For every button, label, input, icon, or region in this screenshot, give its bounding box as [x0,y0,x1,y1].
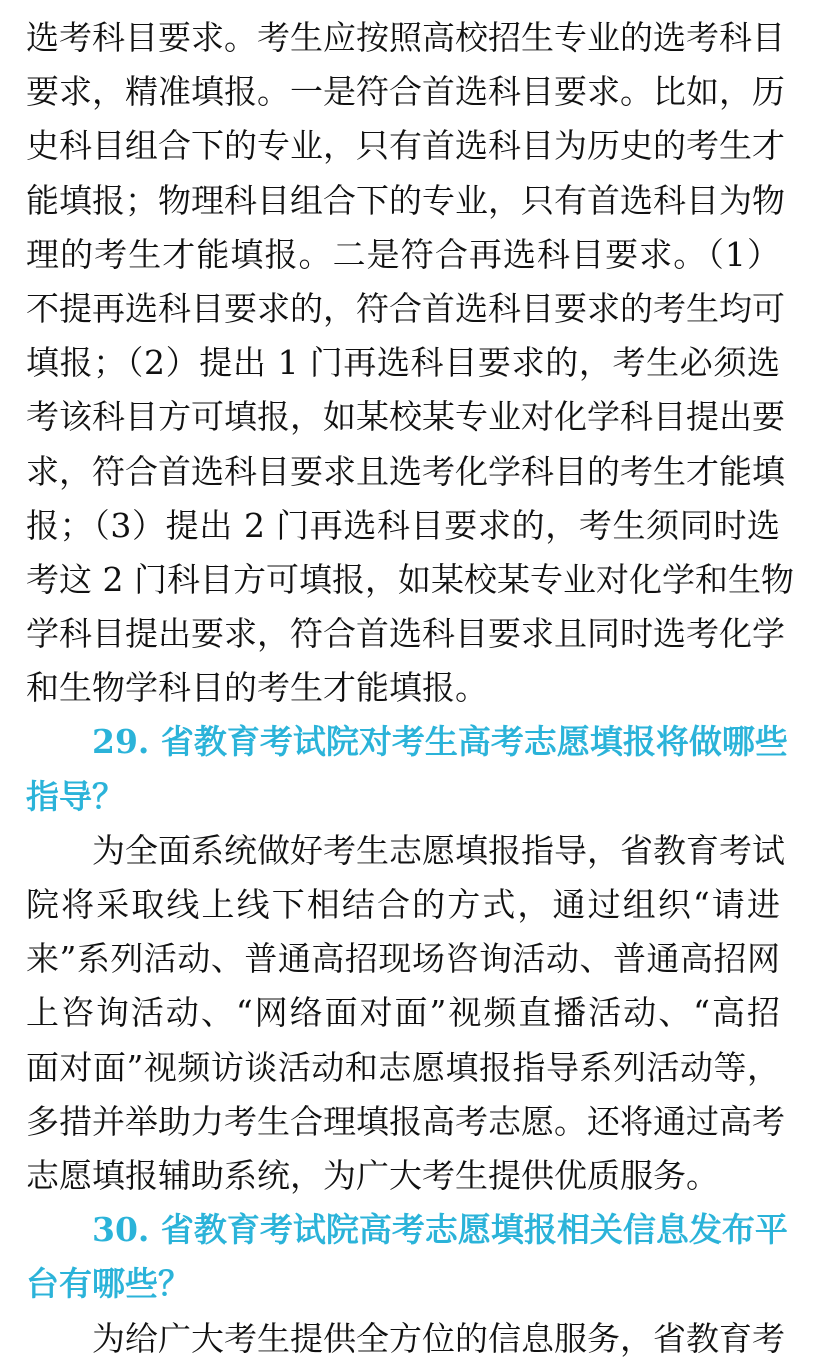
paragraph-line: 求，符合首选科目要求且选考化学科目的考生才能填 [26,451,785,491]
question-30-title [26,1203,788,1257]
paragraph-line: 不提再选科目要求的，符合首选科目要求的考生均可 [26,288,785,328]
answer-line: 院将采取线上线下相结合的方式，通过组织“请进 [26,885,780,924]
paragraph-line: 选考科目要求。考生应按照高校招生专业的选考科目 [26,18,785,57]
question-29 [26,715,788,1203]
question-title-text: 省教育考试院高考志愿填报相关信息发布平 [160,1210,788,1250]
answer-line: 上咨询活动、“网络面对面”视频直播活动、“高招 [26,993,780,1033]
question-title-text: 省教育考试院对考生高考志愿填报将做哪些 [160,722,788,762]
question-number: 29. [92,722,150,762]
answer-line: 面对面”视频访谈活动和志愿填报指导系列活动等， [26,1047,780,1087]
paragraph-line: 能填报；物理科目组合下的专业，只有首选科目为物 [26,180,785,220]
paragraph-line: 考这 2 门科目方可填报，如某校某专业对化学和生物 [26,559,794,599]
paragraph-line: 要求，精准填报。一是符合首选科目要求。比如，历 [26,72,785,112]
answer-line: 多措并举助力考生合理填报高考志愿。还将通过高考 [26,1101,785,1141]
answer-line: 为给广大考生提供全方位的信息服务，省教育考 [92,1318,785,1358]
paragraph-line: 史科目组合下的专业，只有首选科目为历史的考生才 [26,126,785,166]
paragraph-line: 学科目提出要求，符合首选科目要求且同时选考化学 [26,614,785,654]
question-29-title [26,715,788,769]
document-page [0,11,814,1356]
question-30-title-continued: 台有哪些？ [26,1264,191,1304]
paragraph-line: 报；（3）提出 2 门再选科目要求的，考生须同时选 [26,505,780,545]
answer-line: 志愿填报辅助系统，为广大考生提供优质服务。 [26,1155,719,1195]
paragraph-line: 和生物学科目的考生才能填报。 [26,668,488,708]
question-30 [26,1203,788,1366]
paragraph-line: 填报；（2）提出 1 门再选科目要求的，考生必须选 [26,343,780,383]
answer-line: 为全面系统做好考生志愿填报指导，省教育考试 [92,830,785,870]
question-number: 30. [92,1210,150,1250]
answer-line: 来”系列活动、普通高招现场咨询活动、普通高招网 [26,939,780,979]
paragraph-line: 理的考生才能填报。二是符合再选科目要求。（1） [26,234,780,274]
question-29-title-continued: 指导？ [26,776,125,816]
answer-28-continued [26,11,794,715]
paragraph-line: 考该科目方可填报，如某校某专业对化学科目提出要 [26,397,785,437]
